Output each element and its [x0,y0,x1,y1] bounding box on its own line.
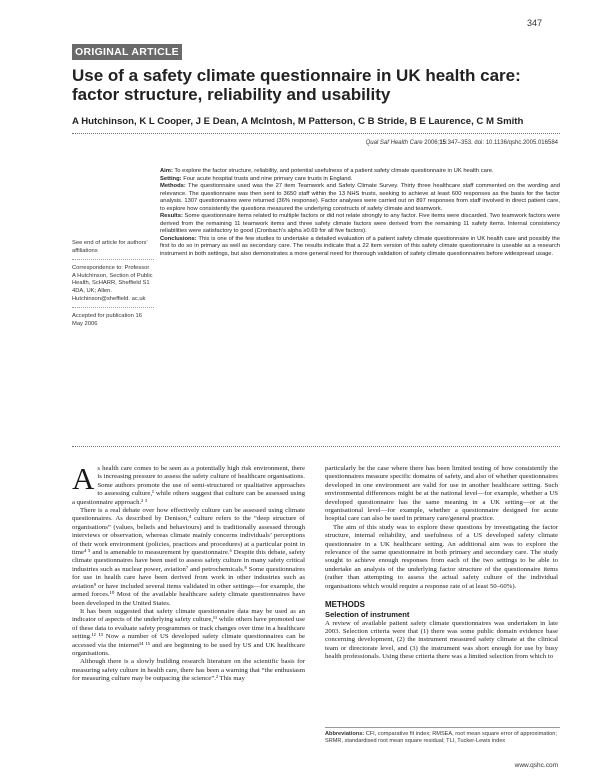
abstract-results [160,213,560,236]
methods-heading: METHODS [325,600,365,610]
intro-paragraph-2: There is a real debate over how effectively culture can be assessed using climate questionnaires. As described by Denison,⁴ culture refers to the “deep structure of organisations” (values, beliefs and behaviours) and is traditionally assessed through interviews or observation, whereas climate mainly concerns individuals’ perceptions of their work environment (policies, practices and procedures) at a particular point in time⁴ ⁵ and is amenable to measurement by questionnaire.⁶ Despite this debate, safety climate questionnaires have been used to assess safety culture in many safety critical industries such as nuclear power, aviation⁷ and petrochemicals.⁸ Some questionnaires for use in health care have been derived from work in other industries such as aviation⁹ or have included several items validated in other settings—for example, the armed forces.¹⁰ Most of the available healthcare safety climate questionnaires have been developed in the United States. [72,507,305,607]
abstract-methods-label: Methods: [160,183,186,190]
abstract-conclusions-text: This is one of the few studies to undertake a detailed evaluation of a patient safety climate questionnaire in UK health care and possibly the first to do so in primary as well as secondary care. The results indicate that a 22 item version of this safety climate questionnaire is useable as a research instrument in both settings, but also demonstrates a more general need for thorough validation of safety climate questionnaires before widespread usage. [160,235,560,258]
abstract-methods [160,183,560,213]
citation-line [366,140,558,146]
methods-paragraph-1: A review of available patient safety climate questionnaires was undertaken in late 2003. Selection criteria were that (1) there was some public domain evidence base concerning development, (2) the instrument measured safety climate at the clinical team or directorate level, and (3) the instrument was short enough for use by busy health professionals. Using these criteria there was a limited selection from which to [325,619,558,661]
abstract-setting-label: Setting: [160,175,182,182]
abstract-aim-text: To explore the factor structure, reliability, and potential usefulness of a patient safety climate questionnaire in UK health care. [172,168,494,174]
citation-year: 2006; [424,140,440,146]
body-column-left [72,461,305,684]
body-column-right [325,465,558,662]
journal-url: www.qshc.com [514,762,558,769]
abstract-aim-label: Aim: [160,168,173,174]
intro-paragraph-1 [72,461,305,507]
abbreviations-box [325,727,560,745]
abstract-results-text: Some questionnaire items related to multiple factors or did not relate strongly to any factor. Five items were discarded. Two teamwork factors were derived from the remaining 11 teamwork items and three safety climate factors were derived from the remaining 11 safety items. Internal consistency reliabilities were satisfactory to good (Cronbach’s alpha ≥0.69 for all five factors). [160,213,560,235]
drop-cap: A [72,461,95,496]
citation-journal: Qual Saf Health Care [365,140,423,146]
intro-paragraph-4: Although there is a slowly building research literature on the scientific basis for measuring safety culture in health care, there has been a warning that “the enthusiasm for measuring culture may be outpacing the science”.² This may [72,658,305,683]
abstract-conclusions-label: Conclusions: [160,235,197,242]
citation-pages: :347–353. doi: 10.1136/qshc.2005.016584 [446,140,558,146]
abstract-setting [160,176,560,184]
article-sidebar [72,240,154,337]
article-title: Use of a safety climate questionnaire in UK health care: factor structure, reliability and usability [72,66,521,104]
intro-paragraph-6: The aim of this study was to explore these questions by investigating the factor structure, internal reliability, and usefulness of a US developed safety climate questionnaire in a UK healthcare setting. An additional aim was to explore the relevance of the same questionnaire in both primary and secondary care. The study sought to achieve enough responses from each of the two settings to be able to undertake an analysis of the underlying factor structure of the questionnaire items (rather than attempting to assess the actual safety culture of the individual organisations which would require a response rate of at least 50–60%). [325,523,558,590]
intro-paragraph-3: It has been suggested that safety climate questionnaire data may be used as an indicator of aspects of the underlying safety culture,¹¹ while others have promoted use of these data to evaluate safety programmes or track changes over time in a healthcare setting.¹² ¹³ Now a number of US developed safety climate questionnaires can be accessed via the internet¹⁴ ¹⁵ and are beginning to be used by US and UK healthcare organisations. [72,607,305,657]
page-number: 347 [526,18,542,28]
intro-paragraph-5: particularly be the case where there has been limited testing of how consistently the questionnaires measure specific domains of safety, and also of whether questionnaires developed in one environment are valid for use in another healthcare setting. Such environmental differences might be at the national level—for example, whether a US developed questionnaire has the same meaning in a UK setting—or at the organisational level—for example, whether a questionnaire designed for acute hospital care can also be used in primary care/general practice. [325,465,558,523]
author-list: A Hutchinson, K L Cooper, J E Dean, A McIntosh, M Patterson, C B Stride, B E Laurence, C M Smith [72,116,524,127]
abbreviations-text: CFI, comparative fit index; RMSEA, root mean square error of approximation; SRMR, standardised root mean square residual; TLI, Tucker-Lewis index [325,731,557,744]
abstract-setting-text: Four acute hospital trusts and nine primary care trusts in England. [181,175,353,182]
abstract-methods-text: The questionnaire used was the 27 item Teamwork and Safety Climate Survey. Thirty three healthcare staff commented on the wording and relevance. The questionnaire was then sent to 3650 staff within the 13 NHS trusts, seeking to achieve at least 600 responses as the basis for the factor analysis. 1307 questionnaires were returned (36% response). Factor analyses were carried out on 897 responses from staff involved in direct patient care, to explore how consistently the questions measured the underlying constructs of safety climate and teamwork. [160,183,560,212]
intro-paragraph-1-text: s health care comes to be seen as a potentially high risk environment, there is increasing pressure to assess the safety culture of healthcare organisations. Some authors promote the use of semi-structured or qualitative approaches to assessing culture,¹ while others suggest that culture can be assessed using a questionnaire approach.² ³ [72,465,305,506]
section-tag: ORIGINAL ARTICLE [72,44,182,60]
selection-heading: Selection of instrument [325,610,410,620]
accepted-note: Accepted for publication 16 May 2006 [72,313,142,327]
correspondence-note: Correspondence to: Professor A Hutchinson, Section of Public Health, ScHARR, Sheffield S1 4DA, UK; Allen. Hutchinson@sheffield. ac.uk [72,265,154,308]
header-divider [72,133,560,134]
abstract-divider [72,446,560,447]
abstract-conclusions [160,236,560,259]
citation-volume: 15 [439,140,446,146]
abstract-results-label: Results: [160,213,183,220]
abstract [160,168,560,259]
abbreviations-label: Abbreviations: [325,731,365,737]
abstract-aim [160,168,560,176]
affiliations-note: See end of article for authors’ affiliations [72,240,154,260]
